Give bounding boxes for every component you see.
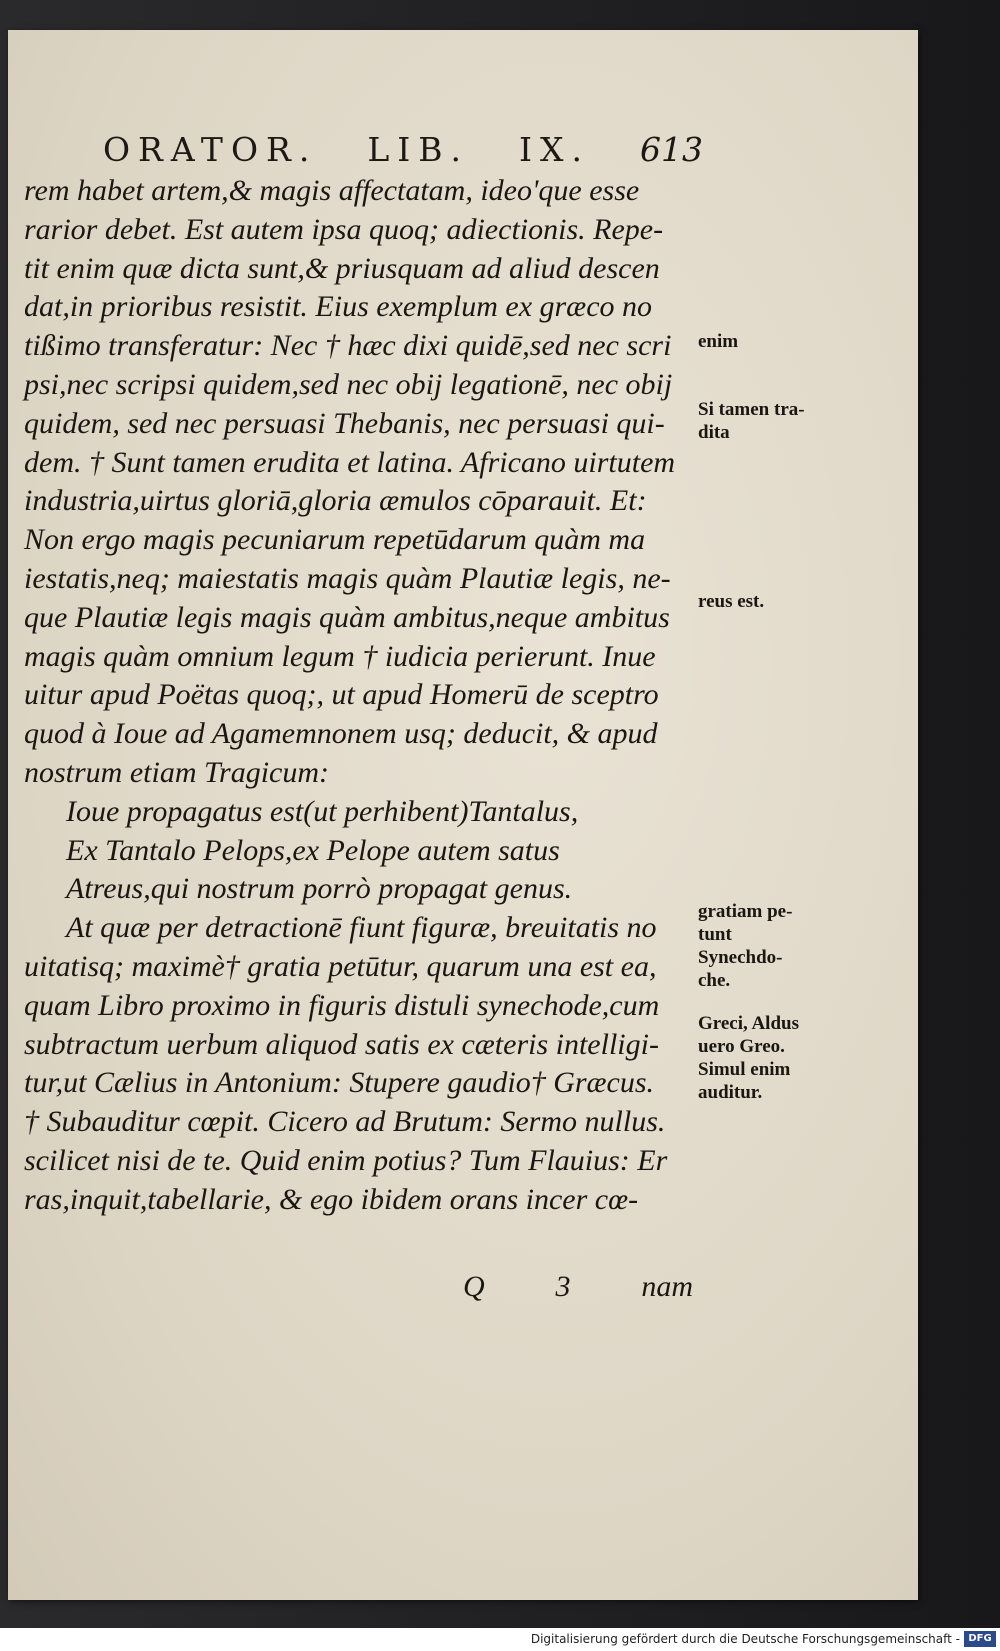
text-line: tur,ut Cælius in Antonium: Stupere gaudio† Græcus.: [24, 1066, 655, 1100]
text-line: subtractum uerbum aliquod satis ex cæteris intelligi-: [24, 1027, 659, 1061]
text-line: Non ergo magis pecuniarum repetūdarum quàm ma: [24, 523, 646, 557]
text-line: dem. † Sunt tamen erudita et latina. Africano uirtutem: [24, 445, 676, 479]
margin-note-line: dita: [698, 422, 730, 443]
book-page: [8, 30, 918, 1600]
margin-note-line: che.: [698, 970, 731, 991]
page-number: 613: [639, 130, 703, 169]
text-line: scilicet nisi de te. Quid enim potius? Tum Flauius: Er: [24, 1143, 668, 1177]
margin-note-line: enim: [698, 331, 739, 352]
text-line: psi,nec scripsi quidem,sed nec obij legationē, nec obij: [24, 367, 673, 401]
margin-note-line: Si tamen tra-: [698, 399, 805, 420]
margin-note-line: gratiam pe-: [698, 901, 793, 922]
text-line: uitatisq; maximè† gratia petūtur, quarum una est ea,: [24, 949, 657, 983]
header-title-word-2: LIB.: [367, 130, 470, 169]
dfg-logo: DFG: [964, 1631, 996, 1647]
funding-notice: Digitalisierung gefördert durch die Deutsche Forschungsgemeinschaft -: [530, 1632, 960, 1646]
text-line: quam Libro proximo in figuris distuli synechode,cum: [24, 988, 660, 1022]
signature-number: 3: [555, 1270, 571, 1303]
margin-note: [698, 1012, 848, 1104]
margin-note: [698, 398, 848, 444]
margin-note-line: Greci, Aldus: [698, 1013, 799, 1034]
header-title-word-1: ORATOR.: [103, 130, 318, 169]
verse-line: Atreus,qui nostrum porrò propagat genus.: [66, 872, 573, 906]
verse-line: Ioue propagatus est(ut perhibent)Tantalus,: [66, 794, 579, 828]
text-line: nostrum etiam Tragicum:: [24, 755, 330, 789]
body-text: [24, 172, 699, 1220]
text-line: tißimo transferatur: Nec † hæc dixi quidē,sed nec scri: [24, 329, 672, 363]
running-header: [103, 130, 703, 169]
text-line: quidem, sed nec persuasi Thebanis, nec persuasi qui-: [24, 406, 665, 440]
margin-note-line: Simul enim: [698, 1059, 791, 1080]
text-line: uitur apud Poëtas quoq;, ut apud Homerū de sceptro: [24, 678, 659, 712]
text-line: rem habet artem,& magis affectatam, ideo'que esse: [24, 174, 640, 207]
text-line: industria,uirtus gloriā,gloria æmulos cōparauit. Et:: [24, 484, 647, 518]
text-line: ras,inquit,tabellarie, & ego ibidem orans incer cœ-: [24, 1182, 639, 1216]
text-line: dat,in prioribus resistit. Eius exemplum ex græco no: [24, 290, 653, 324]
footer-bar: [0, 1628, 1000, 1651]
margin-note-line: tunt: [698, 924, 732, 945]
margin-note: [698, 590, 848, 613]
margin-note-line: Synechdo-: [698, 947, 783, 968]
verse-line: Ex Tantalo Pelops,ex Pelope autem satus: [66, 833, 560, 867]
margin-note: [698, 330, 848, 353]
text-line: magis quàm omnium legum † iudicia perierunt. Inue: [24, 639, 656, 673]
text-line: quod à Ioue ad Agamemnonem usq; deducit, & apud: [24, 717, 658, 751]
margin-note-line: auditur.: [698, 1082, 763, 1103]
paragraph-start-line: At quæ per detractionē fiunt figuræ, breuitatis no: [66, 911, 657, 945]
margin-note: [698, 900, 848, 992]
margin-note-line: reus est.: [698, 591, 765, 612]
catchword: nam: [641, 1270, 693, 1303]
text-line: iestatis,neq; maiestatis magis quàm Plautiæ legis, ne-: [24, 561, 671, 595]
text-line: que Plautiæ legis magis quàm ambitus,neque ambitus: [24, 600, 670, 634]
text-line: rarior debet. Est autem ipsa quoq; adiectionis. Repe-: [24, 212, 664, 246]
header-title-word-3: IX.: [518, 130, 591, 169]
text-line: tit enim quæ dicta sunt,& priusquam ad aliud descen: [24, 251, 660, 285]
text-line: † Subauditur cœpit. Cicero ad Brutum: Sermo nullus.: [24, 1105, 666, 1139]
signature-line: [463, 1270, 693, 1304]
margin-note-line: uero Greo.: [698, 1036, 785, 1057]
signature-mark: Q: [463, 1270, 485, 1303]
